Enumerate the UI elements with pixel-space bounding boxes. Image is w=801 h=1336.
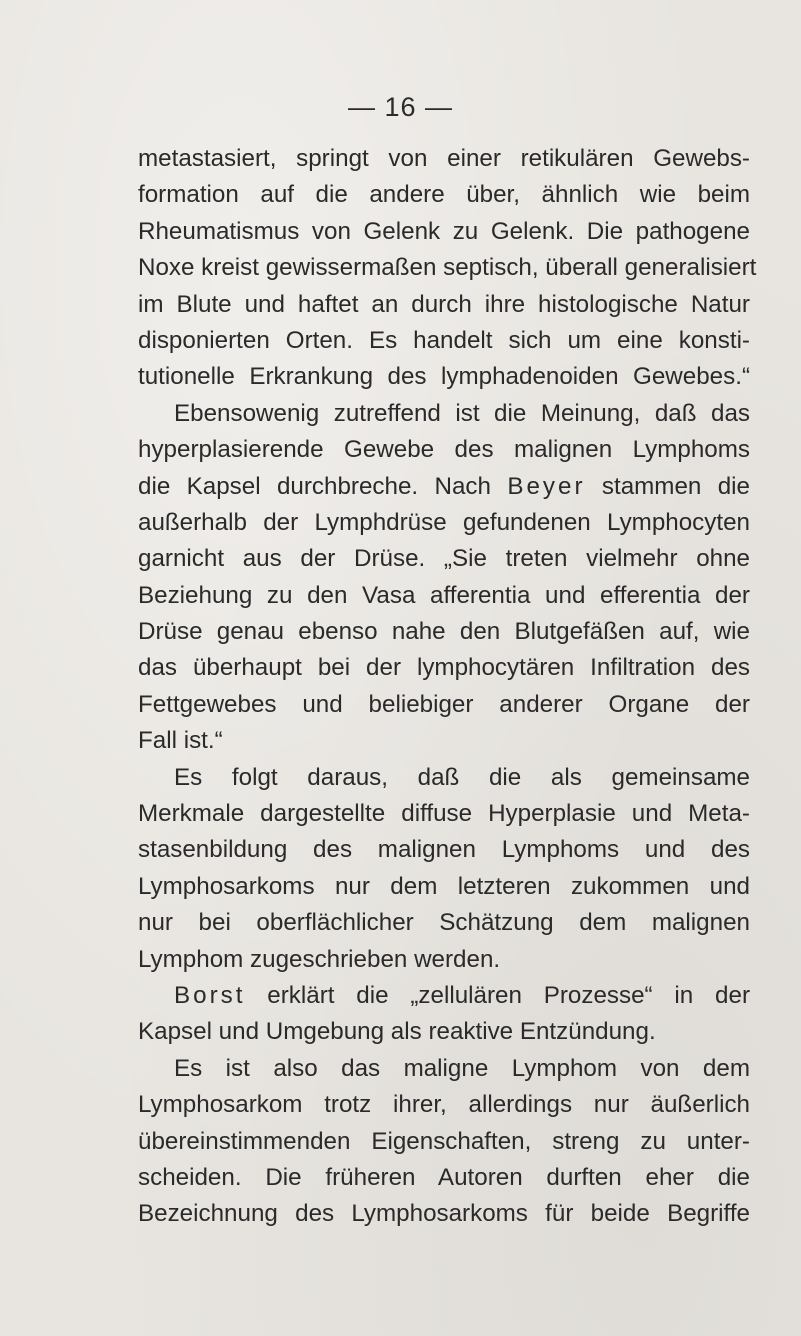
text-line: Ebensowenig zutreffend ist die Meinung, daß das <box>174 399 750 427</box>
text-line: garnicht aus der Drüse. „Sie treten vielmehr ohne <box>138 545 750 573</box>
text-line: tutionelle Erkrankung des lymphadenoiden Gewebes.“ <box>138 363 750 391</box>
body-text <box>138 141 757 1233</box>
text-segment: erklärt die „zellulären Prozesse“ in der <box>267 981 750 1009</box>
text-line: Es folgt daraus, daß die als gemeinsame <box>174 763 750 791</box>
text-line: das überhaupt bei der lymphocytären Infiltration des <box>138 654 750 682</box>
text-line: Es ist also das maligne Lymphom von dem <box>174 1054 750 1082</box>
text-line: stasenbildung des malignen Lymphoms und des <box>138 836 750 864</box>
text-line: Lymphosarkoms nur dem letzteren zukommen und <box>138 872 750 900</box>
text-line: scheiden. Die früheren Autoren durften eher die <box>138 1163 750 1191</box>
text-line: Rheumatismus von Gelenk zu Gelenk. Die pathogene <box>138 217 750 245</box>
text-segment: stammen die <box>601 472 750 500</box>
author-name-beyer: Beyer <box>507 472 586 500</box>
text-line: Fettgewebes und beliebiger anderer Organe der <box>138 690 750 718</box>
text-line: Drüse genau ebenso nahe den Blutgefäßen auf, wie <box>138 618 750 646</box>
text-line: disponierten Orten. Es handelt sich um eine konsti- <box>138 326 750 354</box>
text-line <box>138 978 750 1014</box>
text-line: Bezeichnung des Lymphosarkoms für beide Begriffe <box>138 1200 750 1228</box>
text-line: formation auf die andere über, ähnlich wie beim <box>138 181 750 209</box>
text-line: Beziehung zu den Vasa afferentia und efferentia der <box>138 581 750 609</box>
text-line: hyperplasierende Gewebe des malignen Lymphoms <box>138 436 750 464</box>
text-line: Lymphosarkom trotz ihrer, allerdings nur äußerlich <box>138 1091 750 1119</box>
text-line: Kapsel und Umgebung als reaktive Entzündung. <box>138 1018 656 1046</box>
text-line: Lymphom zugeschrieben werden. <box>138 945 501 973</box>
text-line: übereinstimmenden Eigenschaften, streng zu unter- <box>138 1127 750 1155</box>
text-line: nur bei oberflächlicher Schätzung dem malignen <box>138 909 750 937</box>
text-line: im Blute und haftet an durch ihre histologische Natur <box>138 290 750 318</box>
text-line <box>138 469 750 505</box>
text-line: außerhalb der Lymphdrüse gefundenen Lymphocyten <box>138 508 750 536</box>
text-line: metastasiert, springt von einer retikulären Gewebs- <box>138 145 750 172</box>
text-line: Noxe kreist gewissermaßen septisch, überall generalisiert <box>138 254 757 282</box>
text-segment: die Kapsel durchbreche. Nach <box>138 472 491 500</box>
page-number: — 16 — <box>347 92 454 122</box>
text-line: Fall ist.“ <box>138 727 223 755</box>
text-line: Merkmale dargestellte diffuse Hyperplasie und Meta- <box>138 800 750 828</box>
author-name-borst: Borst <box>174 981 246 1009</box>
